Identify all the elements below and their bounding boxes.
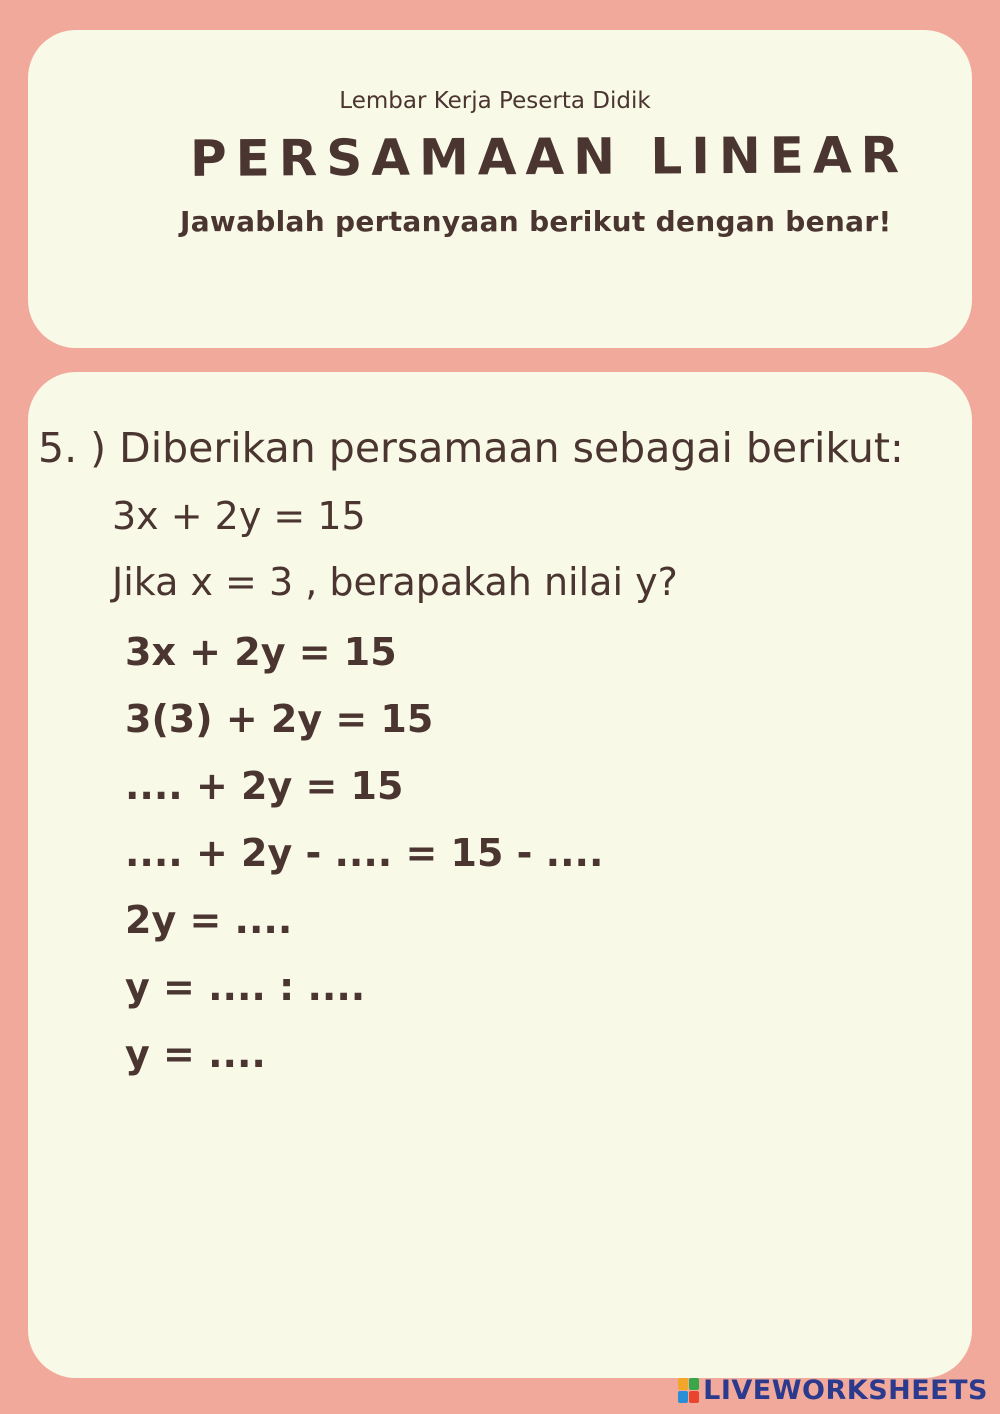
liveworksheets-logo-icon xyxy=(678,1378,699,1403)
solution-step-7: y = .... xyxy=(125,1032,266,1076)
question-ask: Jika x = 3 , berapakah nilai y? xyxy=(112,560,678,604)
solution-step-2: 3(3) + 2y = 15 xyxy=(125,697,434,741)
header-card xyxy=(28,30,972,348)
solution-step-1: 3x + 2y = 15 xyxy=(125,630,397,674)
solution-step-5: 2y = .... xyxy=(125,898,293,942)
question-heading: 5. ) Diberikan persamaan sebagai berikut: xyxy=(38,424,904,472)
worksheet-title: PERSAMAAN LINEAR xyxy=(189,126,909,188)
question-equation: 3x + 2y = 15 xyxy=(112,494,366,538)
solution-step-6: y = .... : .... xyxy=(125,965,366,1009)
solution-step-4: .... + 2y - .... = 15 - .... xyxy=(125,831,604,875)
liveworksheets-watermark xyxy=(678,1375,988,1406)
worksheet-subtitle: Lembar Kerja Peserta Didik xyxy=(339,88,651,114)
worksheet-instruction: Jawablah pertanyaan berikut dengan benar! xyxy=(180,205,892,238)
watermark-text: LIVEWORKSHEETS xyxy=(703,1375,988,1406)
solution-step-3: .... + 2y = 15 xyxy=(125,764,404,808)
